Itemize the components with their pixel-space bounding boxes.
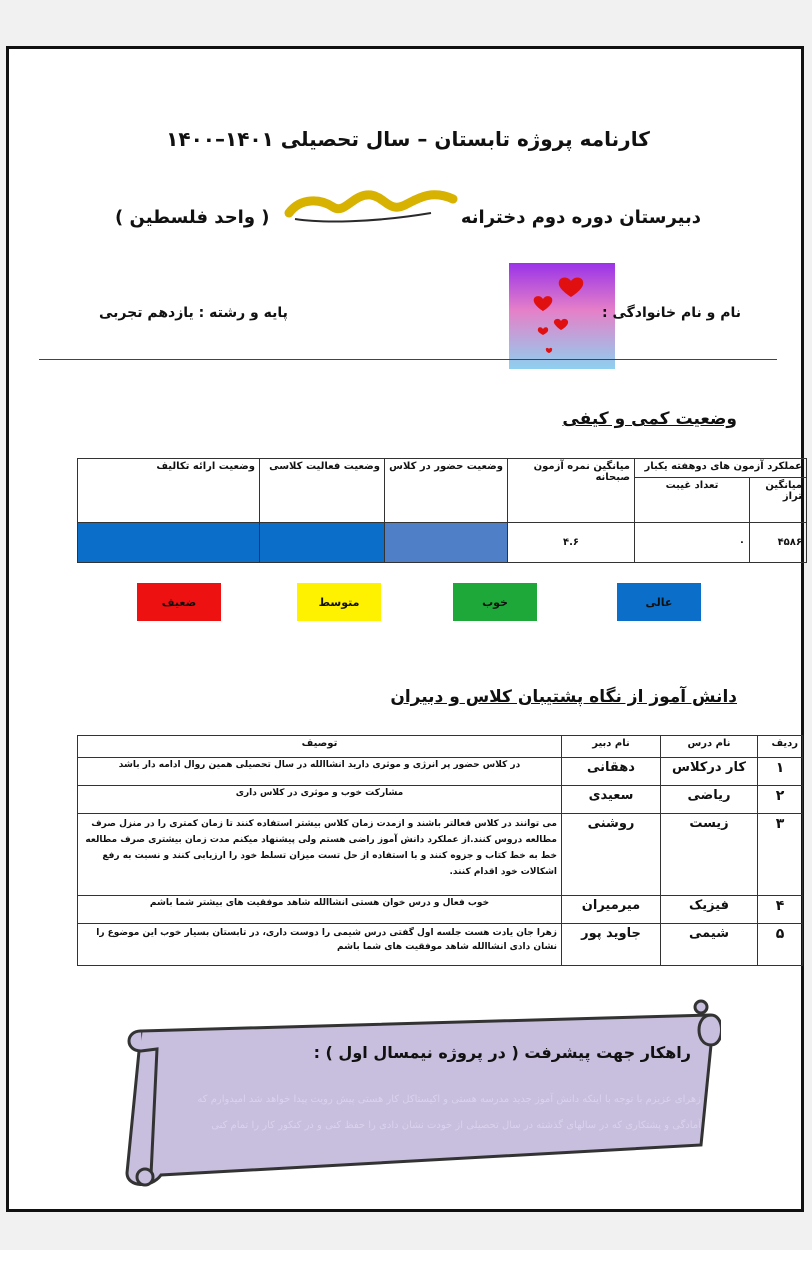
row-number: ۳ [758, 814, 803, 896]
legend-average: متوسط [297, 583, 381, 621]
biweekly-exam-header: عملکرد آزمون های دوهفته یکبار [635, 459, 807, 478]
divider [39, 359, 777, 360]
status-table [77, 458, 807, 563]
advice-text: زهرای عزیزم با توجه با اینکه دانش آموز جدید مدرسه هستی و اکیستاکل کار هستی پیش رویت پیدا خواهد شد امیدوارم که آمادگی و پشتکاری که در سالهای گذشته در سال تحصیلی از خودت نشان دادی را حفظ کنی و در کنکور کار را تمام کنی [197, 1094, 701, 1131]
table-row [78, 924, 803, 966]
student-name-label: نام و نام خانوادگی : [601, 305, 741, 321]
col-desc-header: توصیف [78, 736, 562, 758]
legend-good: خوب [453, 583, 537, 621]
legend-weak: ضعیف [137, 583, 221, 621]
school-name: دبیرستان دوره دوم دخترانه [460, 207, 701, 228]
course-name: شیمی [661, 924, 758, 966]
report-card-sheet [6, 46, 804, 1212]
student-photo [509, 263, 615, 369]
row-number: ۵ [758, 924, 803, 966]
table-row [78, 814, 803, 896]
homework-header: وضعیت ارائه تکالیف [78, 459, 260, 523]
teacher-comment: زهرا جان یادت هست جلسه اول گفتی درس شیمی را دوست داری، در تابستان بسیار خوب این موضوع را نشان دادی انشاالله شاهد موفقیت های شما باشم [78, 924, 562, 966]
teacher-name: سعیدی [562, 786, 661, 814]
teacher-comment: خوب فعال و درس خوان هستی انشاالله شاهد موفقیت های بیشتر شما باشم [78, 896, 562, 924]
avg-taraz-header: میانگین تراز [750, 478, 807, 523]
unit-label: ( واحد فلسطین ) [115, 207, 270, 228]
activity-header: وضعیت فعالیت کلاسی [260, 459, 385, 523]
absences-header: تعداد غیبت [635, 478, 750, 523]
status-heading: وضعیت کمی و کیفی [562, 409, 737, 429]
teacher-comment: در کلاس حضور پر انرژی و موثری دارید انشاالله در سال تحصیلی همین روال ادامه دار باشد [78, 758, 562, 786]
teacher-name: روشنی [562, 814, 661, 896]
table-row [78, 896, 803, 924]
row-number: ۱ [758, 758, 803, 786]
grade-field: پایه و رشته : یازدهم تجربی [99, 305, 288, 321]
attendance-header: وضعیت حضور در کلاس [385, 459, 508, 523]
course-name: زیست [661, 814, 758, 896]
advice-title: راهکار جهت پیشرفت ( در پروژه نیمسال اول ) : [313, 1043, 691, 1062]
activity-status-cell [260, 523, 385, 563]
homework-status-cell [78, 523, 260, 563]
school-logo [281, 179, 461, 229]
teacher-name: میرمیران [562, 896, 661, 924]
teachers-table [77, 735, 803, 966]
table-row [78, 786, 803, 814]
table-row [78, 758, 803, 786]
teacher-comment: مشارکت خوب و موثری در کلاس داری [78, 786, 562, 814]
morning-exam-avg-header: میانگین نمره آزمون صبحانه [508, 459, 635, 523]
teachers-heading: دانش آموز از نگاه پشتیبان کلاس و دبیران [390, 687, 737, 707]
legend-excellent: عالی [617, 583, 701, 621]
row-number: ۴ [758, 896, 803, 924]
morning-exam-avg-value: ۴.۶ [508, 523, 635, 563]
col-row-header: ردیف [758, 736, 803, 758]
teacher-name: دهقانی [562, 758, 661, 786]
course-name: کار درکلاس [661, 758, 758, 786]
avg-taraz-value: ۴۵۸۶ [750, 523, 807, 563]
attendance-status-cell [385, 523, 508, 563]
report-title: کارنامه پروژه تابستان – سال تحصیلی ۱۴۰۱–۱۴۰۰ [166, 127, 650, 151]
teacher-name: جاوید پور [562, 924, 661, 966]
col-teacher-header: نام دبیر [562, 736, 661, 758]
course-name: ریاضی [661, 786, 758, 814]
bottom-bar [0, 1250, 812, 1280]
teacher-comment: می توانند در کلاس فعالتر باشند و ازمدت زمان کلاس بیشتر استفاده کنند تا زمان کمتری را در منزل صرف مطالعه دروس کنند.از عملکرد دانش آموز راضی هستم ولی پیشنهاد میکنم مدت زمان بیشتری صرف مطالعه خط به خط کتاب و جزوه کنند و با استفاده از حل تست میزان تسلط خود را ارزیابی کنند و نسبت به رفع اشکالات خود اقدام کنند. [78, 814, 562, 896]
row-number: ۲ [758, 786, 803, 814]
course-name: فیزیک [661, 896, 758, 924]
col-course-header: نام درس [661, 736, 758, 758]
absences-value: ۰ [635, 523, 750, 563]
